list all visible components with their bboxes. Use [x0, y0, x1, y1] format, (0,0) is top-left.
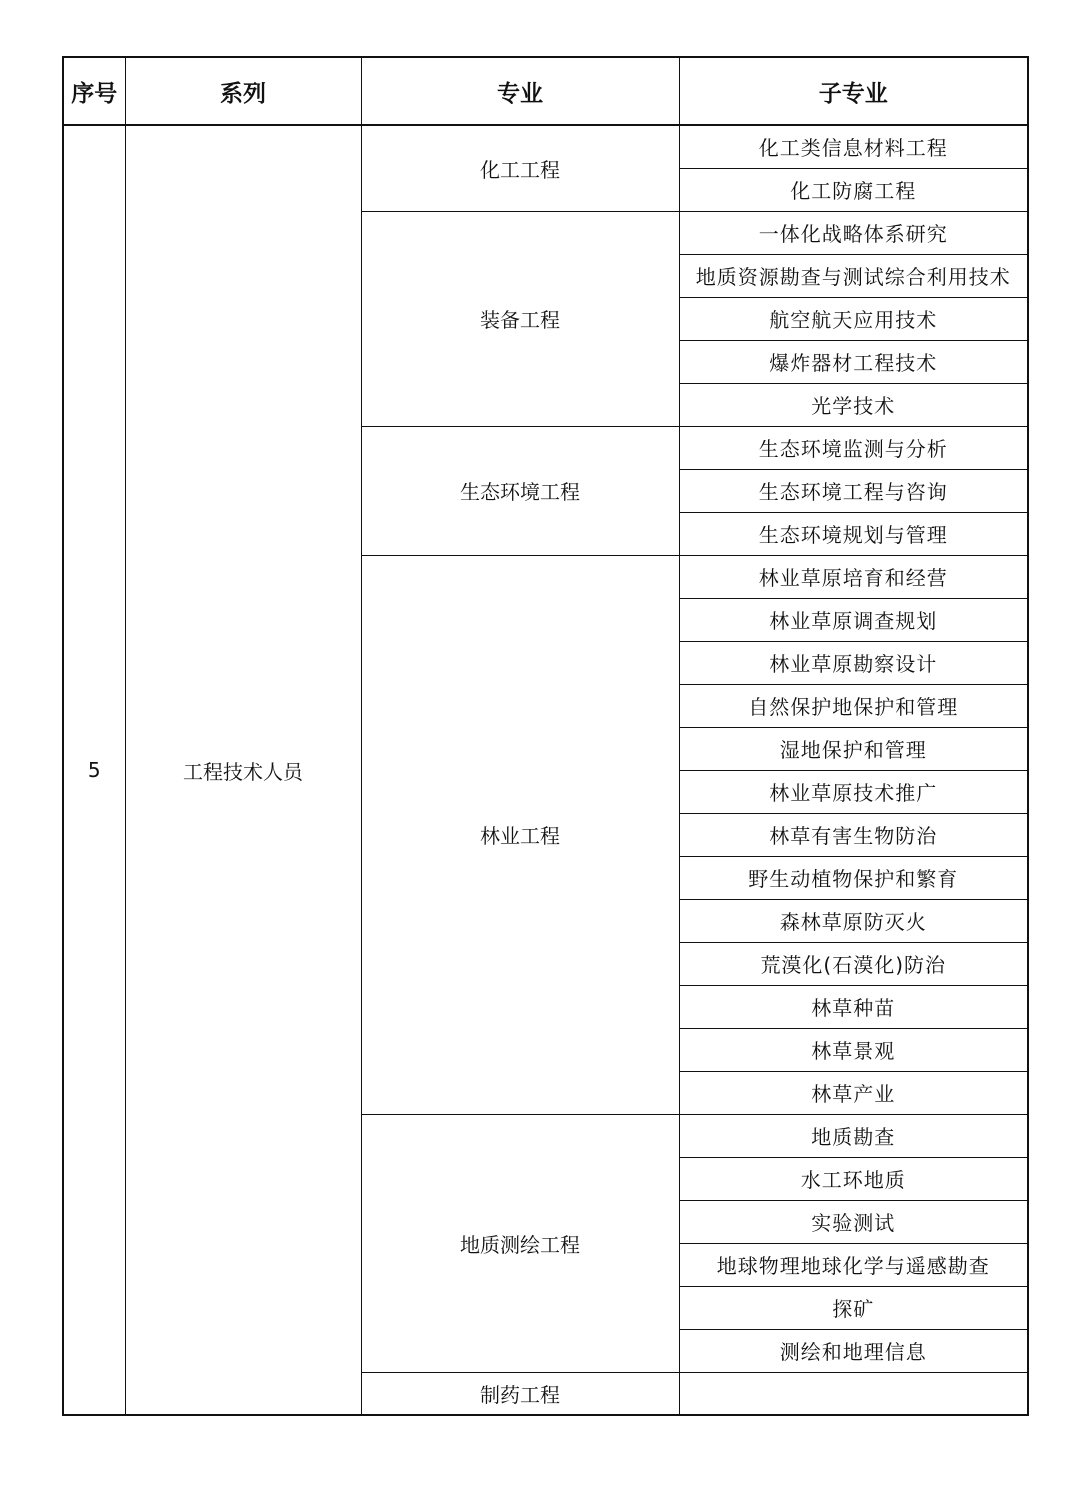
sub-major-cell: 荒漠化(石漠化)防治 — [679, 942, 1028, 985]
sub-major-cell: 林草景观 — [679, 1028, 1028, 1071]
table-row — [63, 125, 1028, 168]
sub-major-cell — [679, 1372, 1028, 1415]
header-row — [63, 57, 1028, 125]
major-cell: 制药工程 — [361, 1372, 679, 1415]
sub-major-cell: 光学技术 — [679, 383, 1028, 426]
major-cell: 装备工程 — [361, 211, 679, 426]
major-cell: 林业工程 — [361, 555, 679, 1114]
sub-major-cell: 一体化战略体系研究 — [679, 211, 1028, 254]
sub-major-cell: 地质资源勘查与测试综合利用技术 — [679, 254, 1028, 297]
sub-major-cell: 生态环境监测与分析 — [679, 426, 1028, 469]
serial-number-cell: 5 — [63, 125, 125, 1415]
header-major: 专业 — [361, 57, 679, 125]
sub-major-cell: 林草种苗 — [679, 985, 1028, 1028]
major-cell: 生态环境工程 — [361, 426, 679, 555]
sub-major-cell: 野生动植物保护和繁育 — [679, 856, 1028, 899]
sub-major-cell: 地质勘查 — [679, 1114, 1028, 1157]
major-cell: 地质测绘工程 — [361, 1114, 679, 1372]
header-series: 系列 — [125, 57, 361, 125]
header-sub-major: 子专业 — [679, 57, 1028, 125]
sub-major-cell: 森林草原防灭火 — [679, 899, 1028, 942]
major-cell: 化工工程 — [361, 125, 679, 211]
sub-major-cell: 林业草原调查规划 — [679, 598, 1028, 641]
sub-major-cell: 生态环境工程与咨询 — [679, 469, 1028, 512]
sub-major-cell: 林草产业 — [679, 1071, 1028, 1114]
sub-major-cell: 航空航天应用技术 — [679, 297, 1028, 340]
sub-major-cell: 化工防腐工程 — [679, 168, 1028, 211]
table-body — [63, 125, 1028, 1415]
sub-major-cell: 地球物理地球化学与遥感勘查 — [679, 1243, 1028, 1286]
sub-major-cell: 湿地保护和管理 — [679, 727, 1028, 770]
sub-major-cell: 测绘和地理信息 — [679, 1329, 1028, 1372]
sub-major-cell: 化工类信息材料工程 — [679, 125, 1028, 168]
sub-major-cell: 探矿 — [679, 1286, 1028, 1329]
sub-major-cell: 水工环地质 — [679, 1157, 1028, 1200]
sub-major-cell: 爆炸器材工程技术 — [679, 340, 1028, 383]
series-cell: 工程技术人员 — [125, 125, 361, 1415]
sub-major-cell: 自然保护地保护和管理 — [679, 684, 1028, 727]
sub-major-cell: 实验测试 — [679, 1200, 1028, 1243]
sub-major-cell: 林业草原勘察设计 — [679, 641, 1028, 684]
sub-major-cell: 生态环境规划与管理 — [679, 512, 1028, 555]
sub-major-cell: 林草有害生物防治 — [679, 813, 1028, 856]
sub-major-cell: 林业草原技术推广 — [679, 770, 1028, 813]
specialty-table — [62, 56, 1029, 1416]
sub-major-cell: 林业草原培育和经营 — [679, 555, 1028, 598]
header-no: 序号 — [63, 57, 125, 125]
